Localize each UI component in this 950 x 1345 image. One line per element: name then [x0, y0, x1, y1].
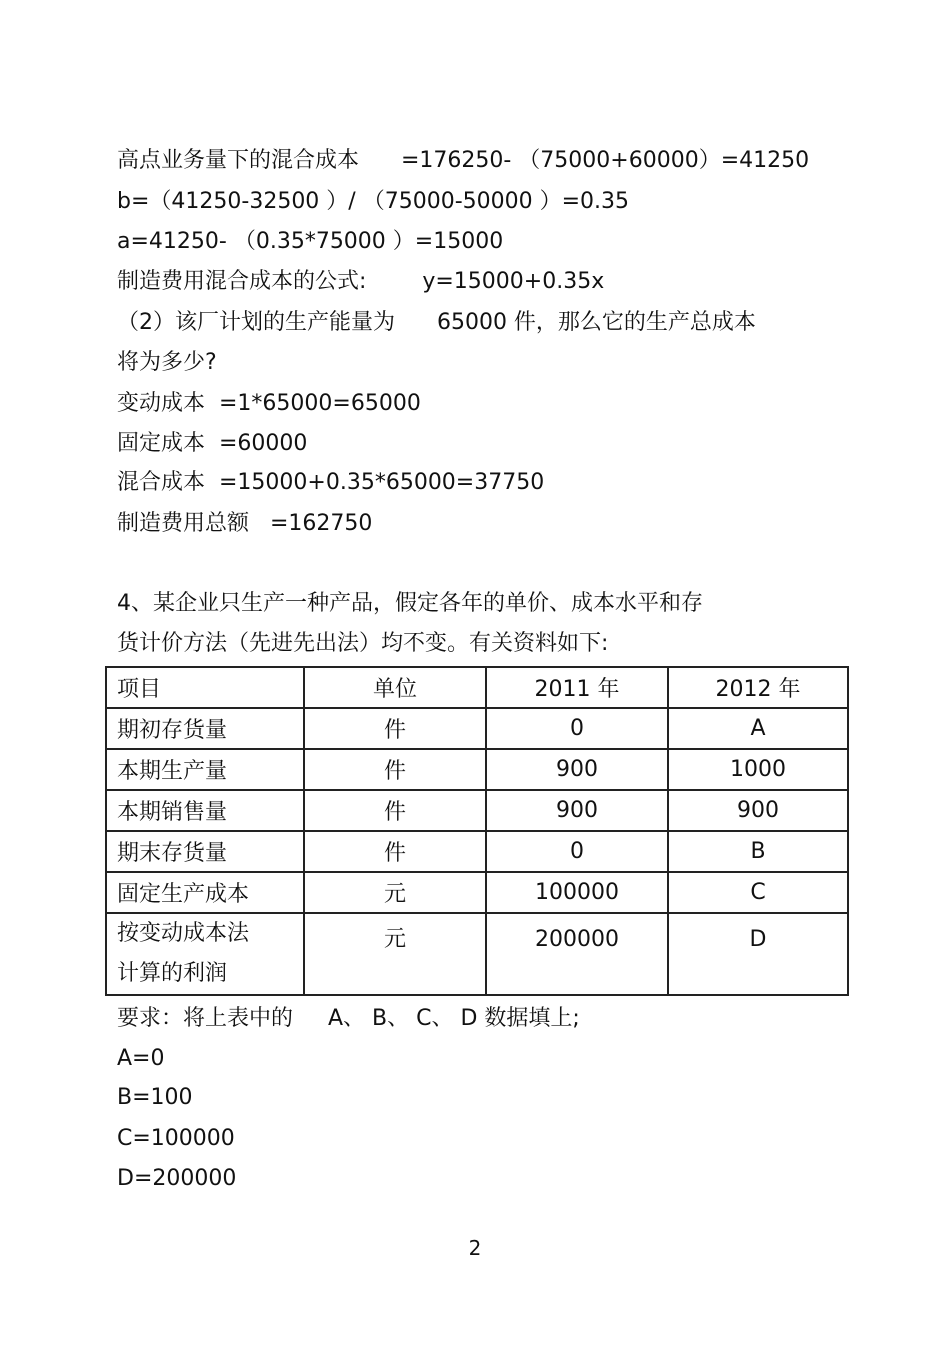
text-line: a=41250- （0.35*75000 ）=15000: [117, 229, 504, 254]
answer-line: B=100: [117, 1085, 193, 1110]
table-cell: 0: [486, 831, 668, 872]
table-cell: C: [668, 872, 848, 913]
table-cell: 件: [304, 831, 486, 872]
table-cell: 期初存货量: [106, 708, 304, 749]
table-cell: 1000: [668, 749, 848, 790]
table-cell: 本期销售量: [106, 790, 304, 831]
table-row: [106, 749, 848, 790]
question-line: 4、某企业只生产一种产品，假定各年的单价、成本水平和存: [117, 591, 703, 616]
answer-line: C=100000: [117, 1126, 235, 1151]
text-line: b=（41250-32500 ）/ （75000-50000 ）=0.35: [117, 189, 630, 214]
table-cell: 900: [486, 790, 668, 831]
text-line: 固定成本 =60000: [117, 431, 308, 456]
table-cell: 900: [668, 790, 848, 831]
table-row: [106, 872, 848, 913]
answer-line: A=0: [117, 1046, 165, 1071]
header-cell: 单位: [304, 667, 486, 708]
table-cell: 固定生产成本: [106, 872, 304, 913]
table-cell: 元: [304, 872, 486, 913]
table-row: [106, 913, 848, 995]
table-row: [106, 708, 848, 749]
table-cell: 件: [304, 708, 486, 749]
table-cell: 件: [304, 749, 486, 790]
table-cell: B: [668, 831, 848, 872]
table-cell: 100000: [486, 872, 668, 913]
table-cell: 元: [304, 913, 486, 995]
text-line: 混合成本 =15000+0.35*65000=37750: [117, 470, 545, 495]
table-cell: 期末存货量: [106, 831, 304, 872]
table-cell: A: [668, 708, 848, 749]
text-line: 变动成本 =1*65000=65000: [117, 391, 421, 416]
header-cell: 项目: [106, 667, 304, 708]
table-cell: [106, 913, 304, 995]
text-line: 制造费用混合成本的公式: y=15000+0.35x: [117, 269, 605, 294]
table-cell: D: [668, 913, 848, 995]
table-cell: 0: [486, 708, 668, 749]
question-line: 货计价方法（先进先出法）均不变。有关资料如下:: [117, 631, 609, 656]
table-row: [106, 790, 848, 831]
text-line: 高点业务量下的混合成本 =176250- （75000+60000）=41250: [117, 148, 810, 173]
header-cell: 2011 年: [486, 667, 668, 708]
data-table: [105, 666, 849, 996]
text-line: 制造费用总额 =162750: [117, 511, 373, 536]
table-cell: 本期生产量: [106, 749, 304, 790]
table-cell: 900: [486, 749, 668, 790]
text-line: （2）该厂计划的生产能量为 65000 件，那么它的生产总成本: [117, 310, 756, 335]
table-cell: 件: [304, 790, 486, 831]
table-cell: 200000: [486, 913, 668, 995]
text-line: 将为多少?: [117, 350, 217, 375]
answer-line: D=200000: [117, 1166, 237, 1191]
cell-text-line: 按变动成本法: [117, 921, 250, 946]
table-header-row: [106, 667, 848, 708]
header-cell: 2012 年: [668, 667, 848, 708]
cell-text-line: 计算的利润: [117, 961, 228, 986]
table-row: [106, 831, 848, 872]
page-number: 2: [468, 1236, 482, 1260]
requirement-line: 要求：将上表中的 A、 B、 C、 D 数据填上;: [117, 1006, 580, 1031]
